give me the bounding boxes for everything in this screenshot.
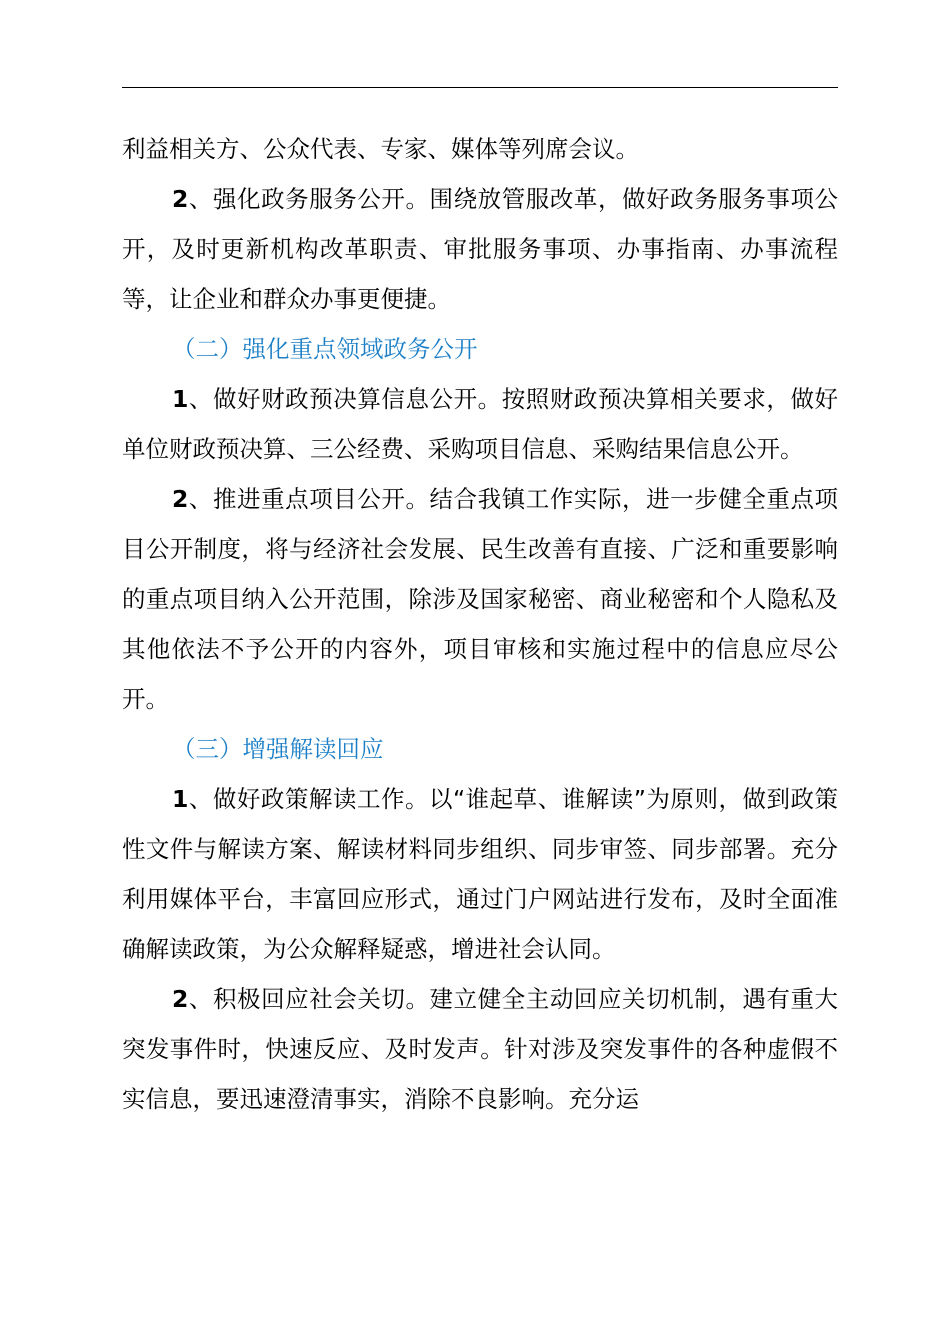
item-text: 、做好财政预决算信息公开。按照财政预决算相关要求，做好单位财政预决算、三公经费、采购项目信息、采购结果信息公开。 — [122, 385, 838, 463]
document-body — [122, 124, 838, 1124]
item-text: 、推进重点项目公开。结合我镇工作实际，进一步健全重点项目公开制度，将与经济社会发展、民生改善有直接、广泛和重要影响的重点项目纳入公开范围，除涉及国家秘密、商业秘密和个人隐私及其他依法不予公开的内容外，项目审核和实施过程中的信息应尽公开。 — [122, 485, 838, 713]
section-heading: （三）增强解读回应 — [172, 735, 384, 763]
item-number: 1 — [172, 785, 189, 813]
paragraph-continuation: 利益相关方、公众代表、专家、媒体等列席会议。 — [122, 135, 639, 163]
item-text: 、强化政务服务公开。围绕放管服改革，做好政务服务事项公开，及时更新机构改革职责、审批服务事项、办事指南、办事流程等，让企业和群众办事更便捷。 — [122, 185, 838, 313]
item-text: 、积极回应社会关切。建立健全主动回应关切机制，遇有重大突发事件时，快速反应、及时发声。针对涉及突发事件的各种虚假不实信息，要迅速澄清事实，消除不良影响。充分运 — [122, 985, 838, 1113]
item-number: 2 — [172, 185, 189, 213]
paragraph-item — [122, 174, 838, 324]
paragraph-item — [122, 774, 838, 974]
item-number: 1 — [172, 385, 189, 413]
header-rule — [122, 87, 838, 88]
item-number: 2 — [172, 485, 189, 513]
item-text: 、做好政策解读工作。以“谁起草、谁解读”为原则，做到政策性文件与解读方案、解读材料同步组织、同步审签、同步部署。充分利用媒体平台，丰富回应形式，通过门户网站进行发布，及时全面准确解读政策，为公众解释疑惑，增进社会认同。 — [122, 785, 838, 963]
section-heading: （二）强化重点领域政务公开 — [172, 335, 478, 363]
paragraph-item — [122, 974, 838, 1124]
paragraph-item — [122, 474, 838, 724]
item-number: 2 — [172, 985, 189, 1013]
paragraph-item — [122, 374, 838, 474]
